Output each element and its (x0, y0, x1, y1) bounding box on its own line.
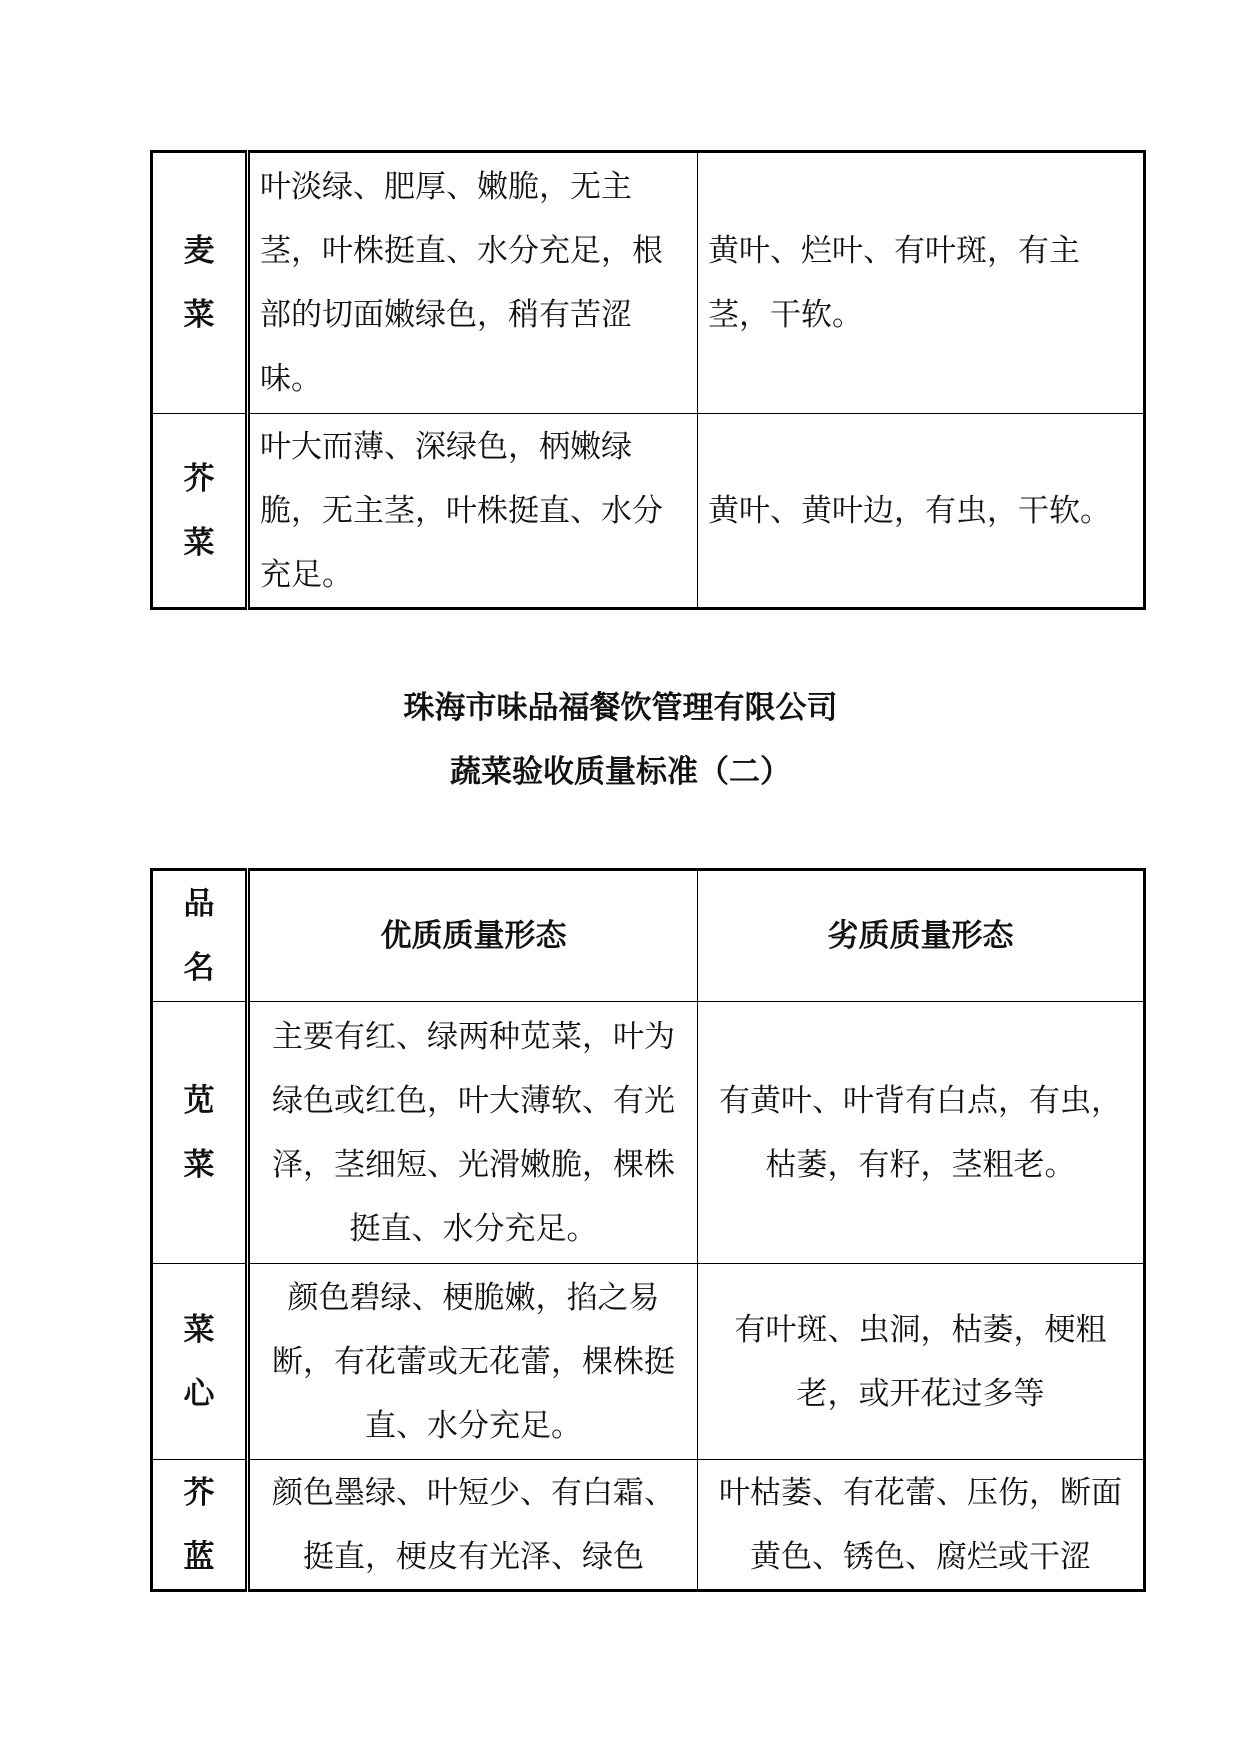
poor-quality-cell: 有黄叶、叶背有白点，有虫，枯萎，有籽，茎粗老。 (698, 1002, 1145, 1264)
good-quality-cell: 主要有红、绿两种苋菜，叶为绿色或红色，叶大薄软、有光泽，茎细短、光滑嫩脆，棵株挺直、水分充足。 (248, 1002, 698, 1264)
poor-quality-cell: 黄叶、黄叶边，有虫，干软。 (698, 414, 1145, 609)
good-quality-cell: 叶淡绿、肥厚、嫩脆，无主茎，叶株挺直、水分充足，根部的切面嫩绿色，稍有苦涩味。 (248, 152, 698, 414)
vegetable-name-cell (152, 1460, 248, 1591)
vegetable-name-char: 苋 (183, 1082, 215, 1119)
vegetable-name-char: 芥 (183, 460, 215, 497)
good-quality-cell: 颜色墨绿、叶短少、有白霜、挺直，梗皮有光泽、绿色 (248, 1460, 698, 1591)
good-quality-cell: 叶大而薄、深绿色，柄嫩绿脆，无主茎，叶株挺直、水分充足。 (248, 414, 698, 609)
vegetable-name-char: 麦 (183, 233, 215, 269)
table-row (152, 1264, 1145, 1460)
vegetable-name-cell (152, 1002, 248, 1264)
vegetable-name-cell (152, 1264, 248, 1460)
table-header-row (152, 870, 1145, 1002)
vegetable-name-char: 芥 (183, 1474, 215, 1511)
vegetable-name-char: 心 (183, 1375, 215, 1412)
table-row (152, 1002, 1145, 1264)
vegetable-name-char: 菜 (183, 297, 215, 333)
vegetable-name-char: 菜 (183, 1311, 215, 1348)
vegetable-name-char: 菜 (183, 1146, 215, 1183)
vegetable-name-cell (152, 152, 248, 414)
vegetable-name-char: 菜 (183, 524, 215, 561)
poor-quality-cell: 叶枯萎、有花蕾、压伤，断面黄色、锈色、腐烂或干涩 (698, 1460, 1145, 1591)
quality-table-1 (150, 150, 1146, 610)
table-row (152, 152, 1145, 414)
vegetable-name-cell (152, 414, 248, 609)
header-name-char: 品 (183, 886, 215, 922)
poor-quality-cell: 黄叶、烂叶、有叶斑，有主茎，干软。 (698, 152, 1145, 414)
header-name-cell (152, 870, 248, 1002)
table-row (152, 1460, 1145, 1591)
good-quality-cell: 颜色碧绿、梗脆嫩，掐之易断，有花蕾或无花蕾，棵株挺直、水分充足。 (248, 1264, 698, 1460)
table-row (152, 414, 1145, 609)
header-poor-quality: 劣质质量形态 (698, 870, 1145, 1002)
document-subtitle: 蔬菜验收质量标准（二） (450, 754, 791, 790)
vegetable-name-char: 蓝 (183, 1538, 215, 1575)
quality-table-2 (150, 868, 1146, 1592)
poor-quality-cell: 有叶斑、虫洞，枯萎，梗粗老，或开花过多等 (698, 1264, 1145, 1460)
company-title: 珠海市味品福餐饮管理有限公司 (403, 690, 838, 726)
header-name-char: 名 (183, 950, 215, 986)
header-good-quality: 优质质量形态 (248, 870, 698, 1002)
